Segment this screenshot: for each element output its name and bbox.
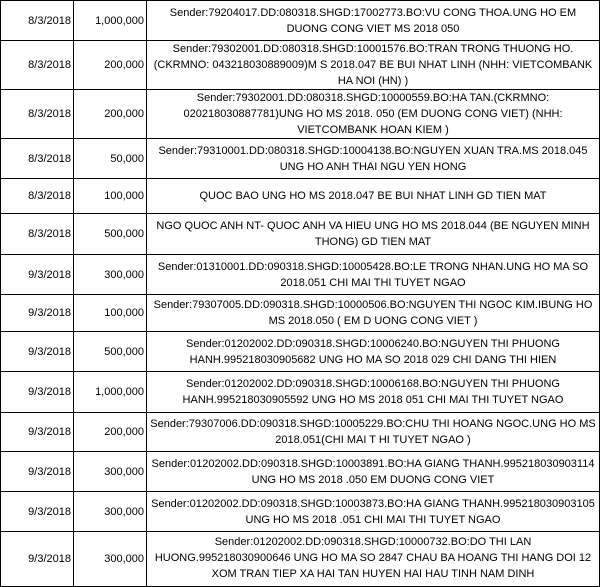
- date-cell: 9/3/2018: [1, 492, 74, 532]
- amount-cell: 300,000: [74, 492, 147, 532]
- table-row: [1, 452, 600, 492]
- amount-cell: 50,000: [74, 139, 147, 179]
- amount-cell: 200,000: [74, 90, 147, 139]
- table-row: [1, 41, 600, 90]
- amount-cell: 1,000,000: [74, 372, 147, 413]
- date-cell: 8/3/2018: [1, 41, 74, 90]
- description-cell: Sender:79307006.DD:090318.SHGD:10005229.BO:CHU THI HOANG NGOC.UNG HO MS 2018.051(CHI MAI T HI TUYET NGAO ): [147, 413, 600, 452]
- table-row: [1, 332, 600, 372]
- table-row: [1, 372, 600, 413]
- description-cell: Sender:79302001.DD:080318.SHGD:10001576.BO:TRAN TRONG THUONG HO.(CKRMNO: 043218030889009)M S 2018.047 BE BUI NHAT LINH (NHH: VIETCOMBANK HA NOI (HN) ): [147, 41, 600, 90]
- table-row: [1, 1, 600, 41]
- table-row: [1, 179, 600, 214]
- date-cell: 9/3/2018: [1, 532, 74, 587]
- description-cell: Sender:79307005.DD:090318.SHGD:10000506.BO:NGUYEN THI NGOC KIM.IBUNG HO MS 2018.050 ( EM D UONG CONG VIET ): [147, 295, 600, 332]
- description-cell: Sender:79310001.DD:080318.SHGD:10004138.BO:NGUYEN XUAN TRA.MS 2018.045 UNG HO ANH THAI NGU YEN HONG: [147, 139, 600, 179]
- amount-cell: 200,000: [74, 41, 147, 90]
- description-cell: Sender:01202002.DD:090318.SHGD:10006168.BO:NGUYEN THI PHUONG HANH.995218030905592 UNG HO MS 2018 051 CHI MAI THI TUYET NGAO: [147, 372, 600, 413]
- amount-cell: 200,000: [74, 413, 147, 452]
- amount-cell: 300,000: [74, 452, 147, 492]
- date-cell: 8/3/2018: [1, 1, 74, 41]
- date-cell: 9/3/2018: [1, 413, 74, 452]
- date-cell: 8/3/2018: [1, 179, 74, 214]
- table-row: [1, 295, 600, 332]
- date-cell: 9/3/2018: [1, 255, 74, 295]
- amount-cell: 1,000,000: [74, 1, 147, 41]
- description-cell: Sender:01202002.DD:090318.SHGD:10003891.BO:HA GIANG THANH.995218030903114 UNG HO MS 2018 .050 EM DUONG CONG VIET: [147, 452, 600, 492]
- amount-cell: 300,000: [74, 255, 147, 295]
- amount-cell: 100,000: [74, 179, 147, 214]
- date-cell: 9/3/2018: [1, 372, 74, 413]
- description-cell: Sender:01202002.DD:090318.SHGD:10006240.BO:NGUYEN THI PHUONG HANH.995218030905682 UNG HO MA SO 2018 029 CHI DANG THI HIEN: [147, 332, 600, 372]
- date-cell: 9/3/2018: [1, 295, 74, 332]
- description-cell: QUOC BAO UNG HO MS 2018.047 BE BUI NHAT LINH GD TIEN MAT: [147, 179, 600, 214]
- amount-cell: 500,000: [74, 214, 147, 255]
- table-row: [1, 255, 600, 295]
- description-cell: Sender:79204017.DD:080318.SHGD:17002773.BO:VU CONG THOA.UNG HO EM DUONG CONG VIET MS 2018 050: [147, 1, 600, 41]
- description-cell: NGO QUOC ANH NT- QUOC ANH VA HIEU UNG HO MS 2018.044 (BE NGUYEN MINH THONG) GD TIEN MAT: [147, 214, 600, 255]
- amount-cell: 300,000: [74, 532, 147, 587]
- table-row: [1, 413, 600, 452]
- date-cell: 9/3/2018: [1, 452, 74, 492]
- date-cell: 8/3/2018: [1, 214, 74, 255]
- amount-cell: 100,000: [74, 295, 147, 332]
- date-cell: 8/3/2018: [1, 139, 74, 179]
- date-cell: 8/3/2018: [1, 90, 74, 139]
- table-row: [1, 214, 600, 255]
- description-cell: Sender:79302001.DD:080318.SHGD:10000559.BO:HA TAN.(CKRMNO: 020218030887781)UNG HO MS 2018. 050 (EM DUONG CONG VIET) (NHH: VIETCOMBANK HOAN KIEM ): [147, 90, 600, 139]
- table-row: [1, 90, 600, 139]
- table-row: [1, 532, 600, 587]
- description-cell: Sender:01202002.DD:090318.SHGD:10003873.BO:HA GIANG THANH.995218030903105 UNG HO MS 2018 .051 CHI MAI THI TUYET NGAO: [147, 492, 600, 532]
- description-cell: Sender:01202002.DD:090318.SHGD:10000732.BO:DO THI LAN HUONG.995218030900646 UNG HO MA SO 2847 CHAU BA HOANG THI HANG DOI 12 XOM TRAN TIEP XA HAI TAN HUYEN HAI HAU TINH NAM DINH: [147, 532, 600, 587]
- table-row: [1, 492, 600, 532]
- amount-cell: 500,000: [74, 332, 147, 372]
- date-cell: 9/3/2018: [1, 332, 74, 372]
- table-row: [1, 139, 600, 179]
- description-cell: Sender:01310001.DD:090318.SHGD:10005428.BO:LE TRONG NHAN.UNG HO MA SO 2018.051 CHI MAI THI TUYET NGAO: [147, 255, 600, 295]
